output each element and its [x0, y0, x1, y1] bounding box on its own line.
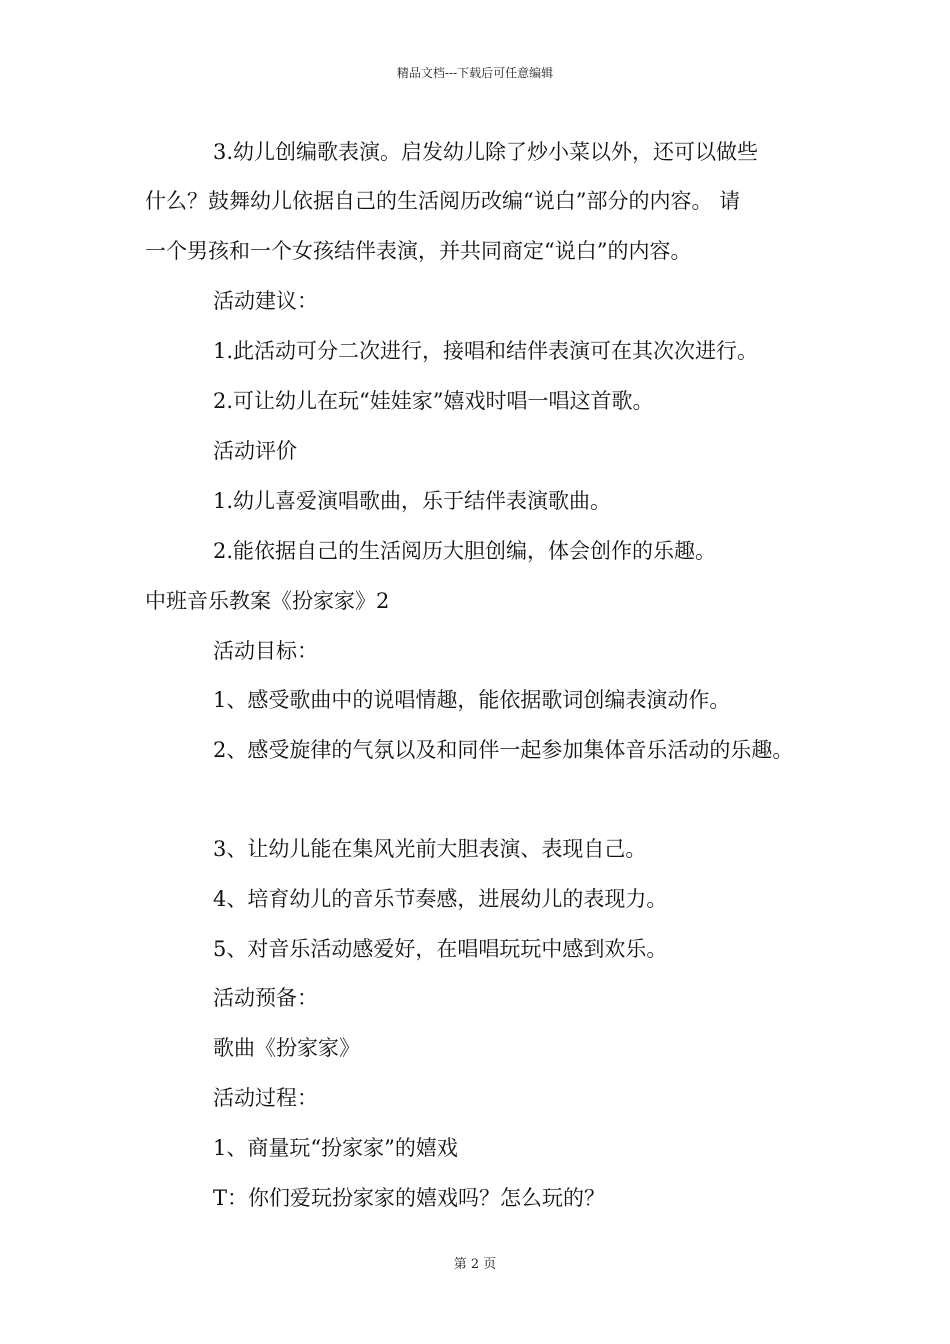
paragraph-line: 歌曲《扮家家》: [213, 1036, 360, 1060]
section-heading: 活动评价: [213, 439, 297, 463]
paragraph-line: 1.此活动可分二次进行，接唱和结伴表演可在其次次进行。: [213, 339, 759, 363]
paragraph-line: 3、让幼儿能在集风光前大胆表演、表现自己。: [213, 837, 647, 861]
paragraph-line: T：你们爱玩扮家家的嬉戏吗？怎么玩的？: [213, 1186, 606, 1210]
paragraph-line: 1、商量玩“扮家家”的嬉戏: [213, 1136, 458, 1160]
paragraph-line: 5、对音乐活动感爱好，在唱唱玩玩中感到欢乐。: [213, 937, 668, 961]
page-footer: 第 2 页: [453, 1257, 497, 1272]
section-heading: 活动过程：: [213, 1086, 318, 1110]
paragraph-line: 4、培育幼儿的音乐节奏感，进展幼儿的表现力。: [213, 887, 668, 911]
paragraph-line: 2.能依据自己的生活阅历大胆创编，体会创作的乐趣。: [213, 539, 717, 563]
paragraph-line: 一个男孩和一个女孩结伴表演，并共同商定“说白”的内容。: [145, 239, 692, 263]
paragraph-line: 3.幼儿创编歌表演。启发幼儿除了炒小菜以外，还可以做些: [213, 140, 759, 164]
paragraph-line: 2.可让幼儿在玩“娃娃家”嬉戏时唱一唱这首歌。: [213, 389, 654, 413]
paragraph-line: 2、感受旋律的气氛以及和同伴一起参加集体音乐活动的乐趣。: [213, 738, 794, 762]
section-heading: 活动预备：: [213, 986, 318, 1010]
paragraph-line: 1.幼儿喜爱演唱歌曲，乐于结伴表演歌曲。: [213, 489, 612, 513]
section-heading: 活动建议：: [213, 289, 318, 313]
page-header: 精品文档---下载后可任意编辑: [396, 66, 554, 80]
document-title: 中班音乐教案《扮家家》2: [145, 589, 390, 613]
section-heading: 活动目标：: [213, 639, 318, 663]
paragraph-line: 1、感受歌曲中的说唱情趣，能依据歌词创编表演动作。: [213, 688, 731, 712]
paragraph-line: 什么？鼓舞幼儿依据自己的生活阅历改编“说白”部分的内容。 请: [145, 189, 741, 213]
